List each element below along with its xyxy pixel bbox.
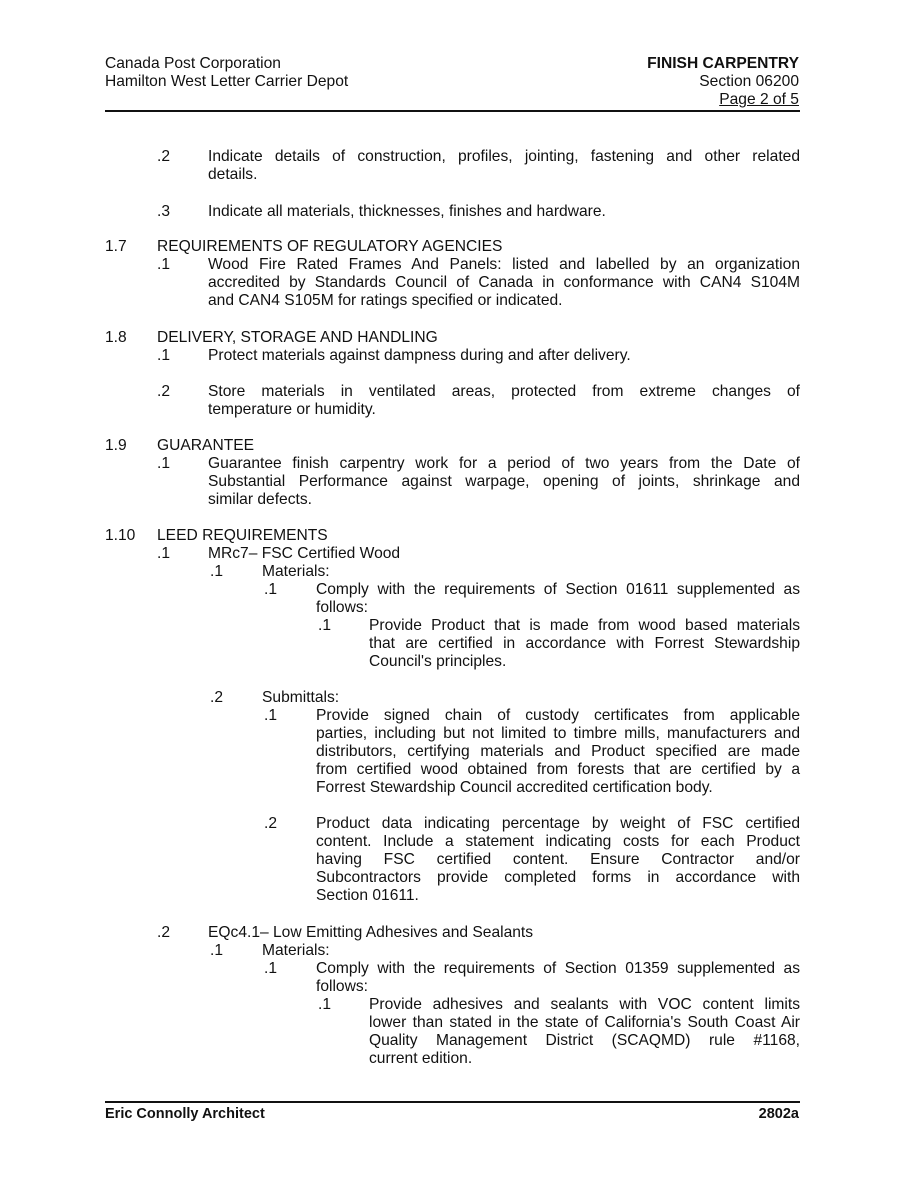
item-text: Comply with the requirements of Section 01359 supplemented as <box>316 960 800 977</box>
item-number: .2 <box>157 148 171 165</box>
header-rule <box>105 110 800 112</box>
item-number: .1 <box>318 996 332 1013</box>
footer-rule <box>105 1101 800 1103</box>
item-number: .1 <box>264 960 278 977</box>
item-text: Quality Management District (SCAQMD) rule #1168, <box>369 1032 800 1049</box>
item-text: Forrest Stewardship Council accredited certification body. <box>316 779 713 796</box>
item-text: lower than stated in the state of California's South Coast Air <box>369 1014 800 1031</box>
section-number: 1.9 <box>105 437 127 454</box>
item-text: Indicate all materials, thicknesses, finishes and hardware. <box>208 203 606 220</box>
item-text: Provide Product that is made from wood based materials <box>369 617 800 634</box>
item-text: details. <box>208 166 258 183</box>
item-text: having FSC certified content. Ensure Contractor and/or <box>316 851 800 868</box>
subsection-title: Materials: <box>262 942 330 959</box>
item-text: content. Include a statement indicating costs for each Product <box>316 833 800 850</box>
item-number: .1 <box>210 942 224 959</box>
item-text: Indicate details of construction, profiles, jointing, fastening and other related <box>208 148 800 165</box>
section-number: 1.7 <box>105 238 127 255</box>
item-text: Provide adhesives and sealants with VOC content limits <box>369 996 800 1013</box>
item-text: Store materials in ventilated areas, protected from extreme changes of <box>208 383 800 400</box>
item-text: Protect materials against dampness during and after delivery. <box>208 347 631 364</box>
item-text: current edition. <box>369 1050 473 1067</box>
item-text: accredited by Standards Council of Canada in conformance with CAN4 S104M <box>208 274 800 291</box>
item-number: .1 <box>318 617 332 634</box>
item-text: distributors, certifying materials and Product specified are made <box>316 743 800 760</box>
section-number: 1.8 <box>105 329 127 346</box>
header-page-number: Page 2 of 5 <box>719 91 799 108</box>
item-number: .1 <box>264 581 278 598</box>
item-text: that are certified in accordance with Forrest Stewardship <box>369 635 800 652</box>
item-text: temperature or humidity. <box>208 401 376 418</box>
item-text: and CAN4 S105M for ratings specified or indicated. <box>208 292 563 309</box>
item-text: similar defects. <box>208 491 312 508</box>
item-text: Council's principles. <box>369 653 507 670</box>
item-text: follows: <box>316 978 368 995</box>
item-number: .2 <box>210 689 224 706</box>
item-text: Substantial Performance against warpage, opening of joints, shrinkage and <box>208 473 800 490</box>
item-text: Provide signed chain of custody certificates from applicable <box>316 707 800 724</box>
item-text: from certified wood obtained from forests that are certified by a <box>316 761 800 778</box>
header-project: Hamilton West Letter Carrier Depot <box>105 73 349 90</box>
item-text: Guarantee finish carpentry work for a period of two years from the Date of <box>208 455 800 472</box>
subsection-title: Submittals: <box>262 689 340 706</box>
item-number: .2 <box>264 815 278 832</box>
item-number: .1 <box>157 347 171 364</box>
item-number: .1 <box>157 545 171 562</box>
item-number: .1 <box>157 455 171 472</box>
section-title: GUARANTEE <box>157 437 255 454</box>
item-number: .1 <box>157 256 171 273</box>
header-section-title: FINISH CARPENTRY <box>647 55 799 72</box>
subsection-title: EQc4.1– Low Emitting Adhesives and Sealants <box>208 924 534 941</box>
subsection-title: Materials: <box>262 563 330 580</box>
item-text: Section 01611. <box>316 887 419 904</box>
item-number: .3 <box>157 203 171 220</box>
item-text: Subcontractors provide completed forms in accordance with <box>316 869 800 886</box>
footer-architect: Eric Connolly Architect <box>105 1106 265 1122</box>
section-title: REQUIREMENTS OF REGULATORY AGENCIES <box>157 238 503 255</box>
item-text: parties, including but not limited to timbre mills, manufacturers and <box>316 725 800 742</box>
item-text: Product data indicating percentage by weight of FSC certified <box>316 815 800 832</box>
item-text: Wood Fire Rated Frames And Panels: listed and labelled by an organization <box>208 256 800 273</box>
item-text: follows: <box>316 599 368 616</box>
footer-project-number: 2802a <box>758 1106 799 1122</box>
section-number: 1.10 <box>105 527 136 544</box>
item-number: .1 <box>210 563 224 580</box>
header-organization: Canada Post Corporation <box>105 55 281 72</box>
item-number: .2 <box>157 924 171 941</box>
item-text: Comply with the requirements of Section 01611 supplemented as <box>316 581 800 598</box>
subsection-title: MRc7– FSC Certified Wood <box>208 545 401 562</box>
section-title: LEED REQUIREMENTS <box>157 527 328 544</box>
section-title: DELIVERY, STORAGE AND HANDLING <box>157 329 438 346</box>
header-section-number: Section 06200 <box>699 73 799 90</box>
item-number: .1 <box>264 707 278 724</box>
item-number: .2 <box>157 383 171 400</box>
